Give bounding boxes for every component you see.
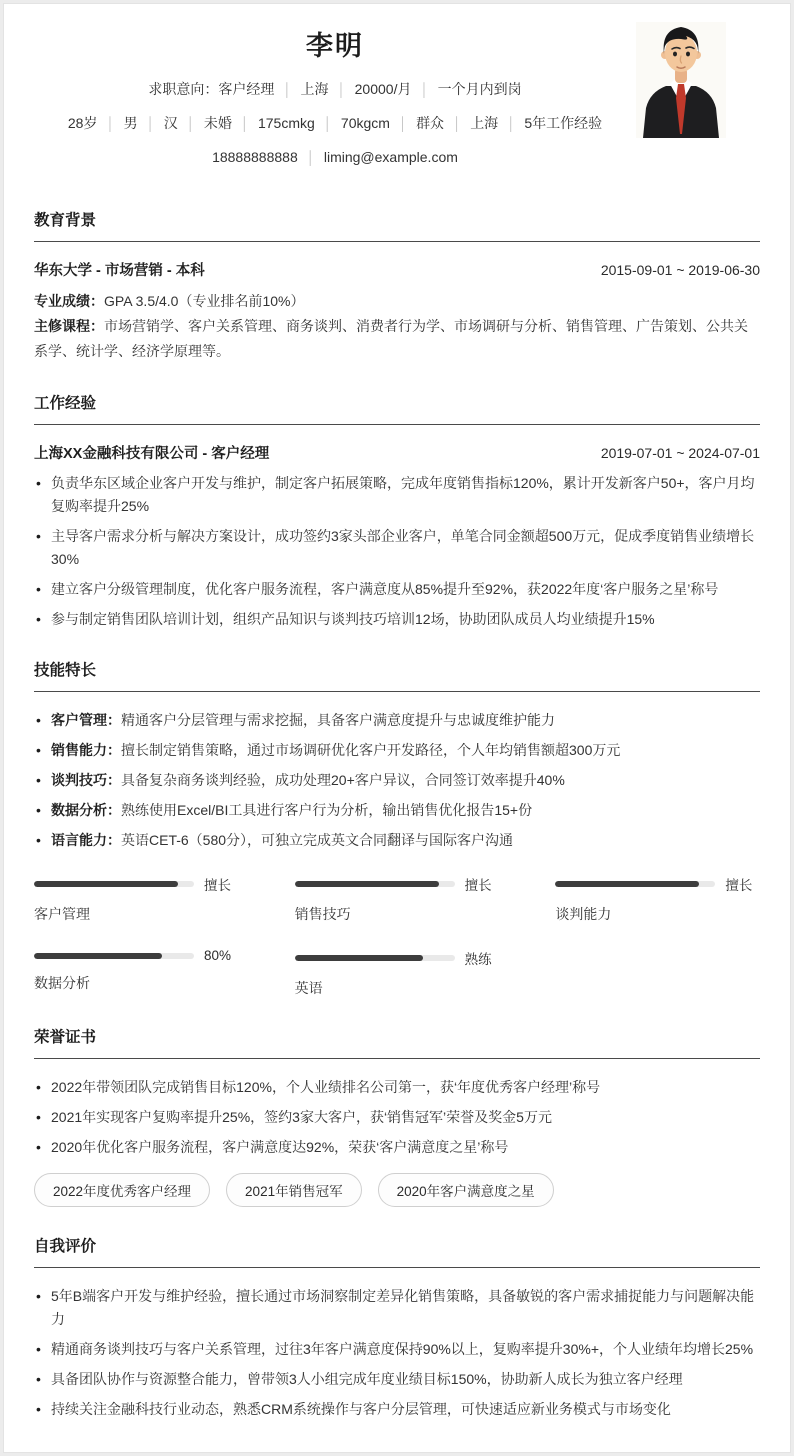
profile-item: 175cmkg [257,115,315,131]
objective-item: 20000/月 [354,81,412,97]
skill-label: 客户管理： [51,712,121,728]
self-eval-bullet: • 5年B端客户开发与维护经验，擅长通过市场洞察制定差异化销售策略，具备敏锐的客户需求捕捉能力与问题解决能力 [34,1285,760,1331]
honor-bullet: • 2020年优化客户服务流程，客户满意度达92%，荣获‘客户满意度之星’称号 [34,1136,760,1159]
profile-item: 70kgcm [340,115,390,131]
section-title-self-evaluation: 自我评价 [34,1234,760,1268]
skill-bar-level: 擅长 [464,878,492,893]
separator: │ [283,82,292,97]
skill-bar-fill [295,881,439,887]
work-bullet: • 负责华东区域企业客户开发与维护，制定客户拓展策略，完成年度销售指标120%，累计开发新客户50+，客户月均复购率提升25% [34,472,760,518]
skill-bar-track [295,881,455,887]
profile-item: 5年工作经验 [524,115,603,131]
work-bullet: • 主导客户需求分析与解决方案设计，成功签约3家头部企业客户，单笔合同金额超500万元，促成季度销售业绩增长30% [34,525,760,571]
skill-text: 精通客户分层管理与需求挖掘，具备客户满意度提升与忠诚度维护能力 [121,712,555,728]
skill-item [34,799,760,822]
skill-bar-level: 擅长 [725,878,753,893]
skill-label: 数据分析： [51,802,121,818]
self-eval-bullet: • 具备团队协作与资源整合能力，曾带领3人小组完成年度业绩目标150%，协助新人成长为独立客户经理 [34,1368,760,1391]
skill-bar-name: 客户管理 [34,906,90,922]
honor-bullet: • 2022年带领团队完成销售目标120%，个人业绩排名公司第一，获‘年度优秀客户经理’称号 [34,1076,760,1099]
skill-bars [34,874,760,998]
work-bullet: • 参与制定销售团队培训计划，组织产品知识与谈判技巧培训12场，协助团队成员人均业绩提升15% [34,608,760,631]
skill-bullet-list [34,709,760,852]
skill-bar-fill [34,953,162,959]
skill-bar [295,948,500,998]
courses-label: 主修课程： [34,318,104,334]
profile-item: 未婚 [203,115,232,131]
section-title-education: 教育背景 [34,208,760,242]
skill-item [34,709,760,732]
honor-bullet-list [34,1076,760,1159]
separator: │ [507,116,516,131]
skill-label: 销售能力： [51,742,121,758]
skill-text: 具备复杂商务谈判经验，成功处理20+客户异议，合同签订效率提升40% [121,772,565,788]
courses-line [34,314,760,364]
work-bullet-list [34,472,760,631]
skill-label: 谈判技巧： [51,772,121,788]
skill-bar [555,874,760,924]
skill-text: 擅长制定销售策略，通过市场调研优化客户开发路径，个人年均销售额超300万元 [121,742,621,758]
skill-bar-track [34,953,194,959]
company-position: 上海XX金融科技有限公司 - 客户经理 [34,446,270,462]
objective-line [34,79,636,100]
resume-page [3,3,791,1453]
gpa-label: 专业成绩： [34,293,104,309]
skill-bar-name: 数据分析 [34,975,90,991]
section-self-evaluation [34,1234,760,1421]
profile-line [34,113,636,134]
self-eval-bullet-list [34,1285,760,1421]
skill-bar-fill [555,881,699,887]
skill-bar [295,874,500,924]
school-degree: 华东大学 - 市场营销 - 本科 [34,263,205,279]
separator: │ [453,116,462,131]
skill-bar-level: 擅长 [204,878,231,893]
work-dates: 2019-07-01 ~ 2024-07-01 [600,445,760,461]
skill-text: 英语CET-6（580分），可独立完成英文合同翻译与国际客户沟通 [121,832,514,848]
section-skills [34,658,760,998]
skill-bar-track [295,955,455,961]
skill-label: 语言能力： [51,832,121,848]
profile-item: 汉 [163,115,178,131]
skill-bar-level: 熟练 [464,952,492,967]
skill-bar-track [34,881,194,887]
skill-item [34,739,760,762]
phone-number: 18888888888 [212,149,298,165]
separator: │ [337,82,346,97]
section-title-work: 工作经验 [34,391,760,425]
profile-item: 28岁 [67,115,98,131]
section-honors [34,1025,760,1207]
separator: │ [240,116,249,131]
avatar-photo [636,22,726,138]
skill-bar-name: 销售技巧 [294,906,351,922]
candidate-name: 李明 [306,31,364,61]
contact-line [34,147,636,168]
profile-item: 群众 [416,115,445,131]
email-address: liming@example.com [323,149,458,165]
skill-text: 熟练使用Excel/BI工具进行客户行为分析，输出销售优化报告15+份 [121,802,533,818]
courses-text: 市场营销学、客户关系管理、商务谈判、消费者行为学、市场调研与分析、销售管理、广告策划、公共关系学、统计学、经济学原理等。 [34,318,748,359]
section-title-skills: 技能特长 [34,658,760,692]
work-bullet: • 建立客户分级管理制度，优化客户服务流程，客户满意度从85%提升至92%，获2022年度‘客户服务之星’称号 [34,578,760,601]
honor-badge: 2020年客户满意度之星 [378,1173,554,1207]
gpa-line [34,289,760,314]
objective-item: 一个月内到岗 [437,81,522,97]
separator: │ [106,116,115,131]
section-education [34,208,760,364]
objective-item: 上海 [300,81,329,97]
skill-bar [34,874,239,924]
header-text-block [34,18,636,181]
skill-bar-name: 英语 [294,980,323,996]
skill-bar-level: 80% [204,948,232,963]
gpa-text: GPA 3.5/4.0（专业排名前10%） [104,293,305,309]
skill-item [34,769,760,792]
skill-item [34,829,760,852]
education-dates: 2015-09-01 ~ 2019-06-30 [600,262,760,278]
header [34,18,760,181]
avatar-illustration [636,22,726,138]
skill-bar-track [555,881,715,887]
honor-badges [34,1173,760,1207]
skill-bar-fill [295,955,423,961]
skill-bar [34,948,239,998]
honor-badge: 2022年度优秀客户经理 [34,1173,210,1207]
separator: │ [398,116,408,131]
separator: │ [323,116,332,131]
objective-item: 求职意向：客户经理 [148,81,275,97]
section-work [34,391,760,631]
honor-badge: 2021年销售冠军 [226,1173,362,1207]
separator: │ [420,82,429,97]
profile-item: 上海 [470,115,499,131]
skill-bar-name: 谈判能力 [555,906,612,922]
honor-bullet: • 2021年实现客户复购率提升25%，签约3家大客户，获‘销售冠军’荣誉及奖金5万元 [34,1106,760,1129]
self-eval-bullet: • 精通商务谈判技巧与客户关系管理，过往3年客户满意度保持90%以上，复购率提升30%+，个人业绩年均增长25% [34,1338,760,1361]
self-eval-bullet: • 持续关注金融科技行业动态，熟悉CRM系统操作与客户分层管理，可快速适应新业务模式与市场变化 [34,1398,760,1421]
section-title-honors: 荣誉证书 [34,1025,760,1059]
separator: │ [186,116,195,131]
skill-bar-fill [34,881,178,887]
separator: │ [306,150,315,165]
profile-item: 男 [123,115,138,131]
separator: │ [146,116,155,131]
